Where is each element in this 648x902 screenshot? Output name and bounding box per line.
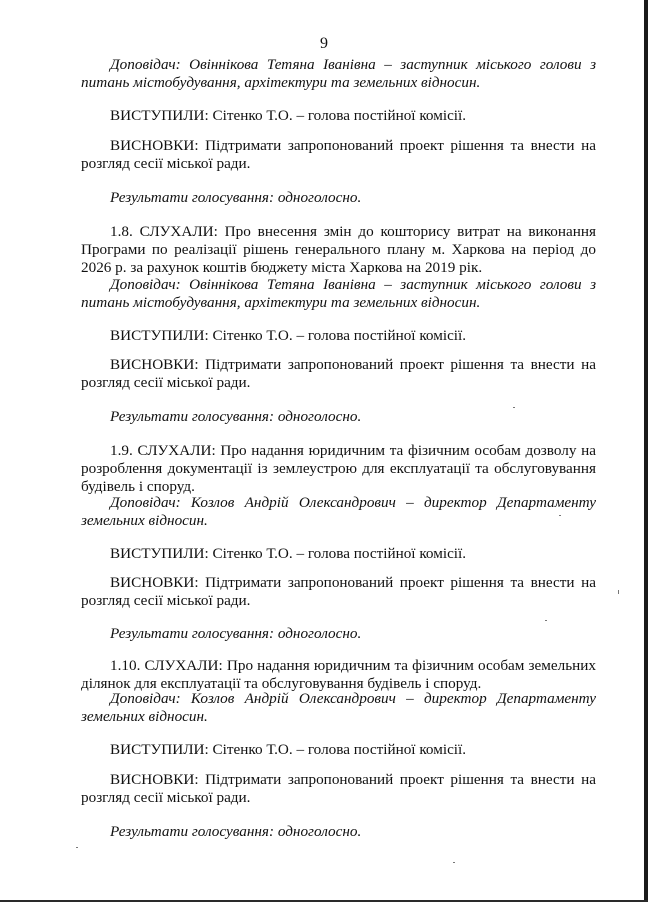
voting-result: Результати голосування: одноголосно. [110, 823, 362, 840]
speaker-paragraph: Доповідач: Козлов Андрій Олександрович – директор Департаменту земельних відносин. [81, 494, 596, 529]
speakers-paragraph: ВИСТУПИЛИ: Сітенко Т.О. – голова постійної комісії. [110, 741, 467, 758]
agenda-item-1-9: 1.9. СЛУХАЛИ: Про надання юридичним та фізичним особам дозволу на розроблення документації із землеустрою для експлуатації та обслуговування будівель і споруд. [81, 442, 596, 495]
speakers-paragraph: ВИСТУПИЛИ: Сітенко Т.О. – голова постійної комісії. [110, 107, 467, 124]
scan-edge-right [644, 0, 648, 902]
conclusions-paragraph: ВИСНОВКИ: Підтримати запропонований проект рішення та внести на розгляд сесії міської ради. [81, 137, 596, 172]
page-number: 9 [320, 35, 328, 52]
speaker-paragraph: Доповідач: Козлов Андрій Олександрович – директор Департаменту земельних відносин. [81, 690, 596, 725]
scan-speck [453, 862, 455, 863]
scan-speck [545, 620, 547, 621]
scan-speck [618, 590, 619, 594]
scan-speck [559, 515, 561, 516]
speaker-paragraph: Доповідач: Овіннікова Тетяна Іванівна – заступник міського голови з питань містобудування, архітектури та земельних відносин. [81, 56, 596, 91]
voting-result: Результати голосування: одноголосно. [110, 189, 362, 206]
speakers-paragraph: ВИСТУПИЛИ: Сітенко Т.О. – голова постійної комісії. [110, 545, 467, 562]
speakers-paragraph: ВИСТУПИЛИ: Сітенко Т.О. – голова постійної комісії. [110, 327, 467, 344]
voting-result: Результати голосування: одноголосно. [110, 408, 362, 425]
conclusions-paragraph: ВИСНОВКИ: Підтримати запропонований проект рішення та внести на розгляд сесії міської ради. [81, 771, 596, 806]
scan-speck [513, 407, 515, 408]
agenda-item-1-8: 1.8. СЛУХАЛИ: Про внесення змін до кошторису витрат на виконання Програми по реалізації рішень генерального плану м. Харкова на період до 2026 р. за рахунок коштів бюджету міста Харкова на 2019 рік. [81, 223, 596, 276]
conclusions-paragraph: ВИСНОВКИ: Підтримати запропонований проект рішення та внести на розгляд сесії міської ради. [81, 574, 596, 609]
scan-speck [76, 847, 78, 848]
agenda-item-1-10: 1.10. СЛУХАЛИ: Про надання юридичним та фізичним особам земельних ділянок для експлуатації та обслуговування будівель і споруд. [81, 657, 596, 692]
speaker-paragraph: Доповідач: Овіннікова Тетяна Іванівна – заступник міського голови з питань містобудування, архітектури та земельних відносин. [81, 276, 596, 311]
voting-result: Результати голосування: одноголосно. [110, 625, 362, 642]
conclusions-paragraph: ВИСНОВКИ: Підтримати запропонований проект рішення та внести на розгляд сесії міської ради. [81, 356, 596, 391]
